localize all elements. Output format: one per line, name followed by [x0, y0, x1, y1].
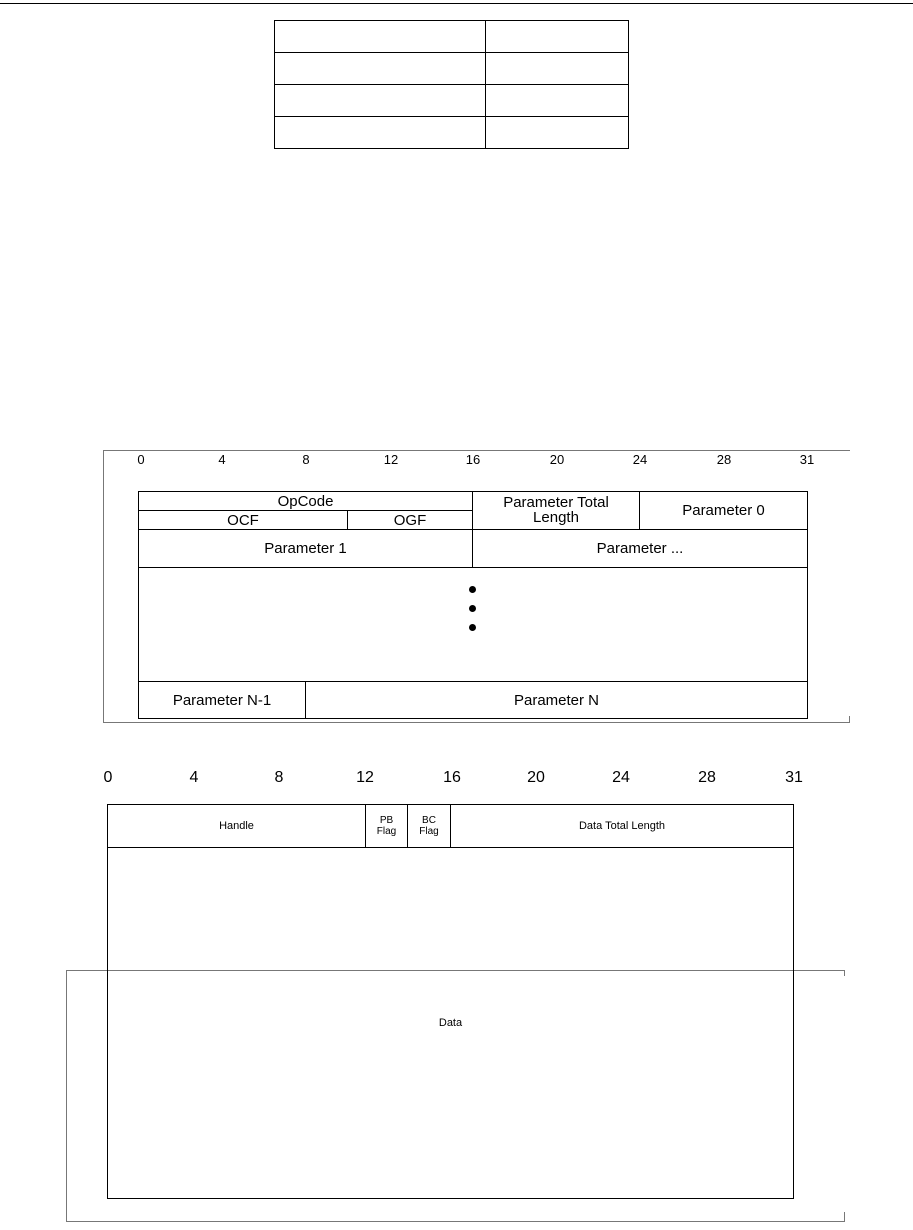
- field-label: BC: [422, 815, 436, 826]
- frame-edge: [844, 970, 845, 976]
- parameter-total-length-field: [473, 492, 639, 529]
- pb-flag-field: [366, 805, 407, 847]
- table-cell: [275, 85, 486, 117]
- parameter-1-field: Parameter 1: [264, 540, 347, 557]
- data-total-length-field: Data Total Length: [578, 819, 666, 832]
- handle-field: Handle: [219, 819, 254, 832]
- table-cell: [275, 117, 486, 149]
- ogf-field: OGF: [393, 511, 427, 529]
- table-row: [275, 85, 629, 117]
- frame-edge: [849, 716, 850, 723]
- data-field: Data: [438, 1016, 463, 1029]
- table-cell: [486, 53, 629, 85]
- field-label: Parameter Total: [503, 494, 609, 512]
- table-row: [275, 117, 629, 149]
- table-row: [275, 53, 629, 85]
- bit-tick: 0: [103, 769, 113, 786]
- frame-edge: [844, 1212, 845, 1222]
- bit-tick: 12: [356, 769, 374, 786]
- bit-tick: 4: [218, 452, 226, 467]
- bit-tick: 31: [799, 452, 815, 467]
- table-cell: [486, 85, 629, 117]
- table-cell: [275, 53, 486, 85]
- parameter-0-field: Parameter 0: [682, 502, 765, 519]
- field-label: Flag: [376, 826, 397, 837]
- bit-tick: 8: [302, 452, 310, 467]
- bit-tick: 12: [383, 452, 399, 467]
- field-label: Flag: [419, 826, 439, 837]
- bit-tick: 20: [549, 452, 565, 467]
- bit-tick: 0: [137, 452, 145, 467]
- field-label: Length: [533, 508, 579, 526]
- parameter-n-field: Parameter N: [513, 691, 600, 709]
- table-cell: [486, 21, 629, 53]
- ocf-field: OCF: [227, 511, 259, 529]
- bit-tick: 20: [527, 769, 545, 786]
- bit-tick: 31: [785, 769, 803, 786]
- top-rule: [0, 3, 913, 4]
- table-row: [275, 21, 629, 53]
- bit-tick: 4: [189, 769, 199, 786]
- bc-flag-field: [408, 805, 450, 847]
- bit-tick: 28: [716, 452, 732, 467]
- bit-tick: 24: [632, 452, 648, 467]
- bit-tick: 16: [443, 769, 461, 786]
- ellipsis-dot: [469, 586, 476, 593]
- ellipsis-dot: [469, 624, 476, 631]
- bit-tick: 16: [465, 452, 481, 467]
- bit-tick: 8: [274, 769, 284, 786]
- table-cell: [486, 117, 629, 149]
- bit-tick: 28: [698, 769, 716, 786]
- field-label: PB: [379, 815, 394, 826]
- parameter-more-field: Parameter ...: [596, 540, 684, 557]
- ellipsis-dot: [469, 605, 476, 612]
- row-divider: [138, 567, 808, 568]
- bit-tick: 24: [612, 769, 630, 786]
- table-cell: [275, 21, 486, 53]
- parameter-n-minus-1-field: Parameter N-1: [172, 691, 272, 709]
- empty-table: [274, 20, 629, 149]
- opcode-field: OpCode: [277, 492, 334, 510]
